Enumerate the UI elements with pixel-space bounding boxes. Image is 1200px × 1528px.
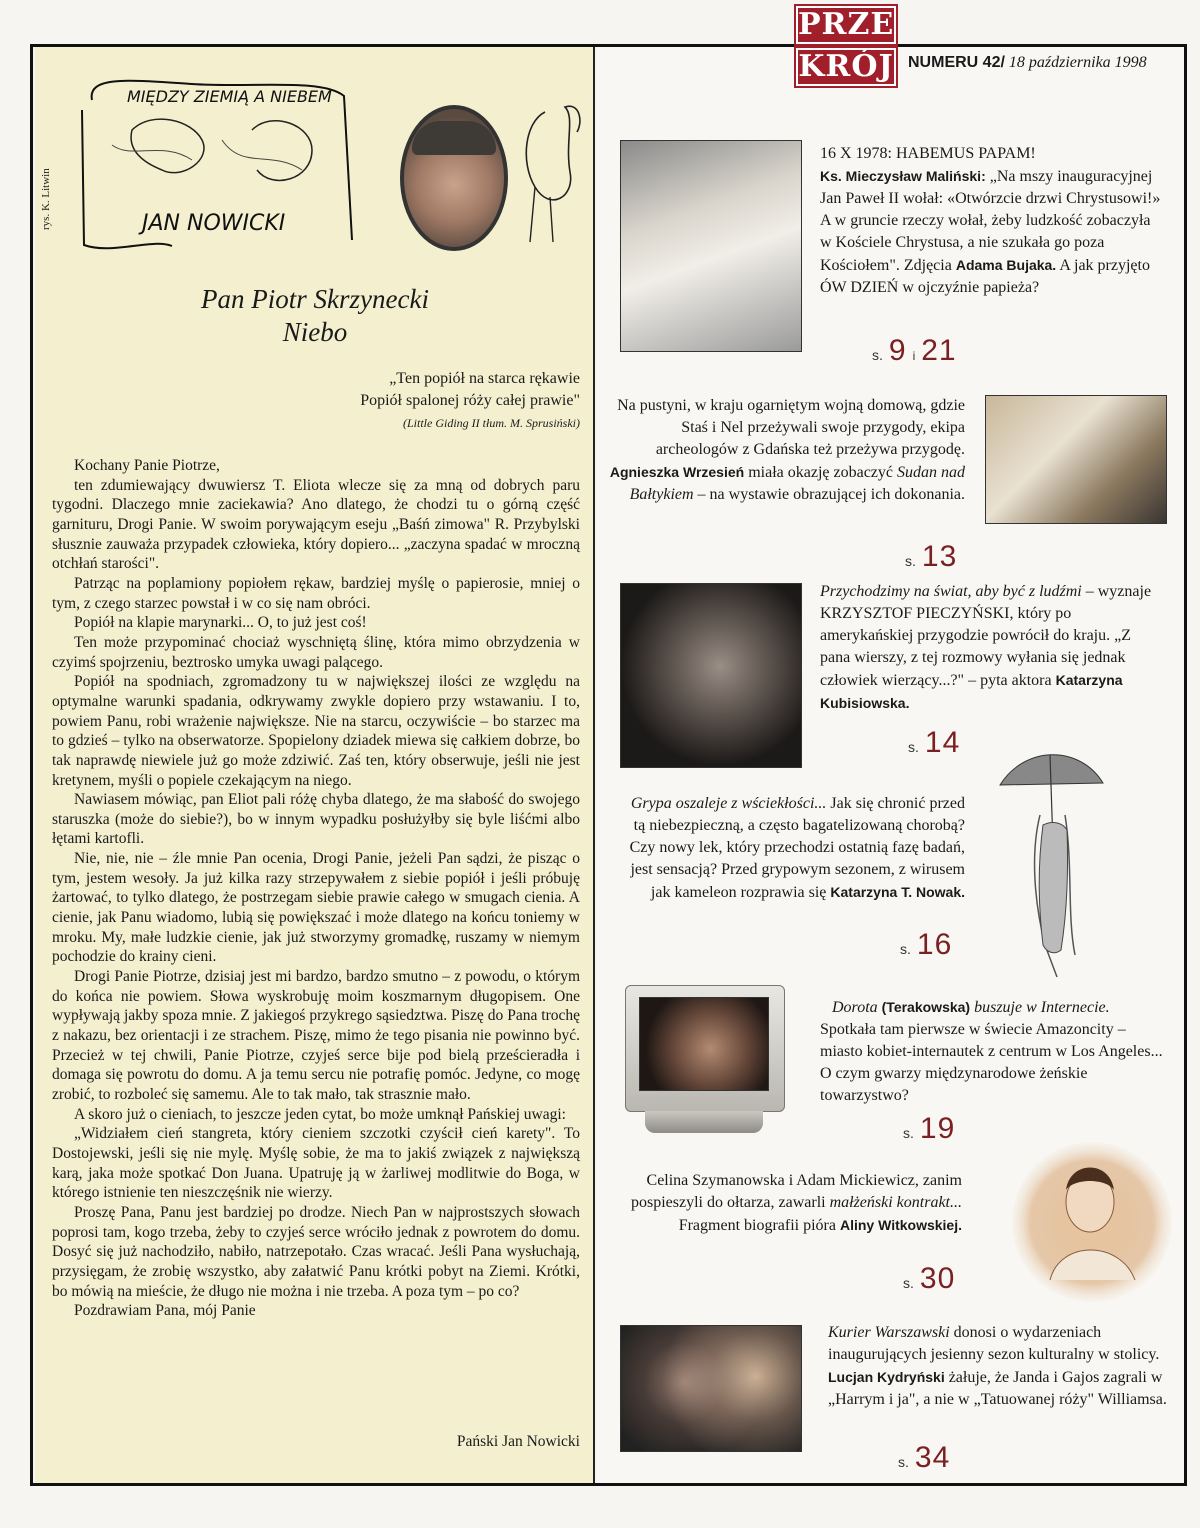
page-number: 9 [888, 334, 907, 367]
page-number: 21 [921, 334, 957, 367]
page-ref-4 [900, 928, 952, 962]
photo-actor [620, 583, 802, 768]
item-author: (Terakowska) [881, 999, 971, 1015]
item-author: Katarzyna Kubisiowska. [820, 672, 1123, 711]
item-italic: Grypa oszaleje z wściekłości... [630, 795, 827, 812]
item-author: Ks. Mieczysław Maliński: [820, 168, 986, 184]
item-italic: Przychodzimy na świat, aby być z ludźmi [820, 583, 1082, 600]
page-ref-7 [898, 1441, 950, 1475]
column-header-drawing [72, 70, 362, 260]
page-ref-1 [872, 334, 957, 368]
item-text: Fragment biografii pióra [678, 1217, 840, 1234]
paragraph: Nawiasem mówiąc, pan Eliot pali różę chyba dlatego, że ma słabość do swojego staruszka (może do siebie?), bo w innym wypadku posłużyłby się byle liśćmi albo łętami kartofli. [52, 791, 580, 848]
item-text: A jak przyjęto ÓW DZIEŃ w ojczyźnie papieża? [820, 257, 1150, 296]
paragraph: Popiół na spodniach, zgromadzony tu w największej ilości ze względu na optymalne warunki spadania, odkrywamy zwykle dopiero przy wstawaniu. I to, powiem Panu, robi wrażenie największe. Nie na starcu, oczywiście – bo starzec ma to gdzieś – tylko na obserwatorze. Spopielony dziadek miewa się całkiem dobrze, bo tak naprawdę niewiele już go może zdziwić. Zaś ten, który obserwuje, jeśli nie jest kretynem, myśli o popiele czekającym na niego. [52, 673, 580, 789]
item-author: Adama Bujaka. [955, 257, 1057, 273]
page-ref-6 [903, 1262, 955, 1296]
author-portrait [400, 105, 508, 251]
paragraph: Nie, nie, nie – źle mnie Pan ocenia, Drogi Panie, jeżeli Pan sądzi, że pisząc o tym, jestem wesoły. Ja już kilka razy strzepywałem z siebie popiół i jeśli próbuję żartować, to tylko dlatego, że postrzegam siebie prawie całego w smugach cienia. A cienie, jak Panu wiadomo, lubią się powiększać i może dlatego na końcu toniemy w mroku. My, małe ludzkie cienie, jak już stworzymy gromadkę, ruszamy w niemym pochodzie do krainy cieni. [52, 850, 580, 966]
page-prefix: s. [908, 739, 919, 755]
page-ref-2 [905, 540, 957, 574]
item-text: donosi o wydarzeniach inaugurujących jesienny sezon kulturalny w stolicy. [828, 1324, 1160, 1363]
art-heading: MIĘDZY ZIEMIĄ A NIEBEM [127, 87, 332, 106]
contents-item-7 [828, 1322, 1168, 1411]
page-ref-5 [903, 1112, 955, 1146]
column-title [95, 283, 535, 349]
item-text: Spotkała tam pierwsze w świecie Amazoncity – miasto kobiet-internautek z centrum w Los Angeles... O czym gwarzy międzynarodowe żeńskie towarzystwo? [820, 1021, 1163, 1104]
item-author: Aliny Witkowskiej. [839, 1217, 962, 1233]
logo-top: PRZE [798, 7, 895, 42]
epigraph-line1: „Ten popiół na starca rękawie [389, 370, 580, 387]
item-text: „Na mszy inauguracyjnej Jan Paweł II wołał: «Otwórzcie drzwi Chrystusowi!» A w gruncie rzeczy wołał, żeby ludzkość zobaczyła w Kościele Chrystusa, a nie szukała go poza Kościołem". Zdjęcia [820, 168, 1161, 274]
issue-number: NUMERU 42/ [908, 54, 1005, 71]
paragraph: Popiół na klapie marynarki... O, to już jest coś! [74, 614, 367, 632]
epigraph-line2: Popiół spalonej róży całej prawie" [360, 392, 580, 409]
item-italic: małżeński kontrakt... [829, 1194, 962, 1211]
paragraph: Pozdrawiam Pana, mój Panie [74, 1302, 256, 1320]
salutation: Kochany Panie Piotrze, [74, 457, 220, 474]
item-italic: buszuje w Internecie. [974, 999, 1110, 1016]
epigraph [200, 368, 580, 434]
monitor-photo [625, 985, 785, 1140]
page-conjunction: i [912, 349, 916, 363]
illustration-credit: rys. K. Litwin [40, 168, 52, 230]
page-number: 34 [914, 1441, 951, 1474]
logo-bottom: KRÓJ [796, 48, 896, 86]
item-italic: Sudan nad Bałtykiem [629, 464, 965, 503]
contents-item-1 [820, 143, 1165, 299]
page-prefix: s. [872, 347, 883, 363]
epigraph-source: (Little Giding II tłum. M. Sprusiński) [403, 416, 580, 430]
umbrella-figure-drawing [995, 745, 1105, 985]
signature: Pański Jan Nowicki [456, 1433, 580, 1450]
page-prefix: s. [898, 1454, 909, 1470]
portrait-drawing [1010, 1140, 1175, 1305]
magazine-logo [796, 4, 896, 90]
letter-body [52, 456, 580, 1321]
item-italic: Kurier Warszawski [828, 1324, 950, 1341]
page-prefix: s. [900, 941, 911, 957]
issue-line [908, 54, 1147, 72]
page-prefix: s. [905, 553, 916, 569]
paragraph: Ten może przypominać chociaż wyschniętą ślinę, która mimo obrzydzenia w czyimś spojrzeniu, beztrosko umyka uwagi palącego. [52, 633, 580, 671]
page-number: 19 [919, 1112, 956, 1145]
page-number: 13 [921, 540, 958, 573]
contents-item-2 [605, 395, 965, 506]
paragraph: „Widziałem cień stangreta, który cieniem szczotki czyścił cień karety". To Dostojewski, jeśli się nie mylę. Myślę sobie, że ma to jakiś związek z największą karą, jaka może spotkać Don Juana. Upatruję ją w żarliwej modlitwie do Boga, w którego istnienie ten nieszczęśnik nie wierzy. [52, 1125, 580, 1202]
photo-archaeology [985, 395, 1167, 524]
page-prefix: s. [903, 1125, 914, 1141]
item-author: Agnieszka Wrzesień [609, 464, 745, 480]
photo-pope [620, 140, 802, 352]
item-author: Lucjan Kydryński [828, 1369, 945, 1385]
art-signature: JAN NOWICKI [142, 211, 286, 236]
item-text: Na pustyni, w kraju ogarniętym wojną domową, gdzie Staś i Nel przeżywali swoje przygody, ekipa archeologów z Gdańska też przeżywa przygodę. [617, 397, 965, 458]
item-text: – wyznaje KRZYSZTOF PIECZYŃSKI, który po amerykańskiej przygodzie powrócił do kraju. „Z pana wierszy, z tej rozmowy wyłania się jednak człowiek wierzący...?" – pyta aktora [820, 583, 1152, 689]
page-prefix: s. [903, 1275, 914, 1291]
item-text: Celina Szymanowska i Adam Mickiewicz, zanim pospieszyli do ołtarza, zawarli [630, 1172, 962, 1211]
item-text: Jak się chronić przed tą niebezpieczną, a często bagatelizowaną chorobą? Czy nowy lek, który przechodzi ostatnią fazę badań, jest sensacją? Przed grypowym sezonem, z wirusem jak kameleon rozprawia się [629, 795, 965, 901]
page-number: 30 [919, 1262, 956, 1295]
bird-drawing [505, 92, 585, 252]
page-number: 14 [924, 726, 961, 759]
item-author: Katarzyna T. Nowak. [830, 884, 965, 900]
photo-actors [620, 1325, 802, 1452]
item-italic: Dorota [832, 999, 878, 1016]
contents-item-6 [620, 1170, 962, 1237]
contents-item-5 [820, 996, 1165, 1107]
column-title-line1: Pan Piotr Skrzynecki [201, 284, 429, 314]
issue-date: 18 października 1998 [1008, 54, 1147, 71]
contents-item-3 [820, 581, 1165, 715]
page-ref-3 [908, 726, 960, 760]
paragraph: A skoro już o cieniach, to jeszcze jeden cytat, bo może umknął Pańskiej uwagi: [74, 1105, 566, 1123]
item-headline: 16 X 1978: HABEMUS PAPAM! [820, 145, 1036, 162]
contents-item-4 [620, 793, 965, 904]
item-text: żałuje, że Janda i Gajos zagrali w „Harrym i ja", a nie w „Tatuowanej róży" Williamsa. [828, 1369, 1167, 1408]
paragraph: Drogi Panie Piotrze, dzisiaj jest mi bardzo, bardzo smutno – z powodu, o którym do końca nie powiem. Słowa wyskrobuję moim koszmarnym długopisem. One wypływają jakby spoza mnie. Z jakiegoś przykrego sąsiedztwa. Piszę do Pana trochę z nakazu, bez orientacji i ze strachem. Piszę, mimo że tego pisania nie powinno być. Przecież w tej chwili, Panie Piotrze, czyjeś serce bije pod bielą prześcieradła i domaga się powrotu do domu. A ja temu sercu nie potrafię pomóc. Jedyne, co mogę zrobić, to rozboleć się samemu. Ale to tak mało, tak strasznie mało. [52, 968, 580, 1103]
paragraph: ten zdumiewający dwuwiersz T. Eliota wlecze się za mną od dobrych paru tygodni. Dlaczego mnie zaciekawia? Ano dlatego, że chodzi tu o górną część garnituru, Drogi Panie. W swoim porywającym eseju „Baśń zimowa" R. Przybylski słusznie zauważa przypadek człowieka, który dopiero... „zaczyna spadać w mroczną otchłań starości". [52, 476, 580, 573]
column-title-line2: Niebo [282, 317, 348, 347]
item-text: miała okazję zobaczyć [744, 464, 897, 481]
paragraph: Patrząc na poplamiony popiołem rękaw, bardziej myślę o papierosie, mniej o tym, z czego starzec powstał i w co się nam obróci. [52, 574, 580, 612]
paragraph: Proszę Pana, Panu jest bardziej po drodze. Niech Pan w najprostszych słowach poprosi tam, kogo trzeba, żeby to czyjeś serce wróciło jednak z powrotem do domu. Dosyć się już nachodziło, nabiło, natrzepotało. Czas wracać. Jeśli Pana wysłuchają, przysięgam, że zrobię wszystko, aby załatwić Panu krótki pobyt na Ziemi. Krótki, bo mówią na mieście, że długo nie można i nie trzeba. A poza tym – po co? [52, 1203, 580, 1300]
page-number: 16 [916, 928, 953, 961]
item-text: – na wystawie obrazującej ich dokonania. [693, 486, 965, 503]
